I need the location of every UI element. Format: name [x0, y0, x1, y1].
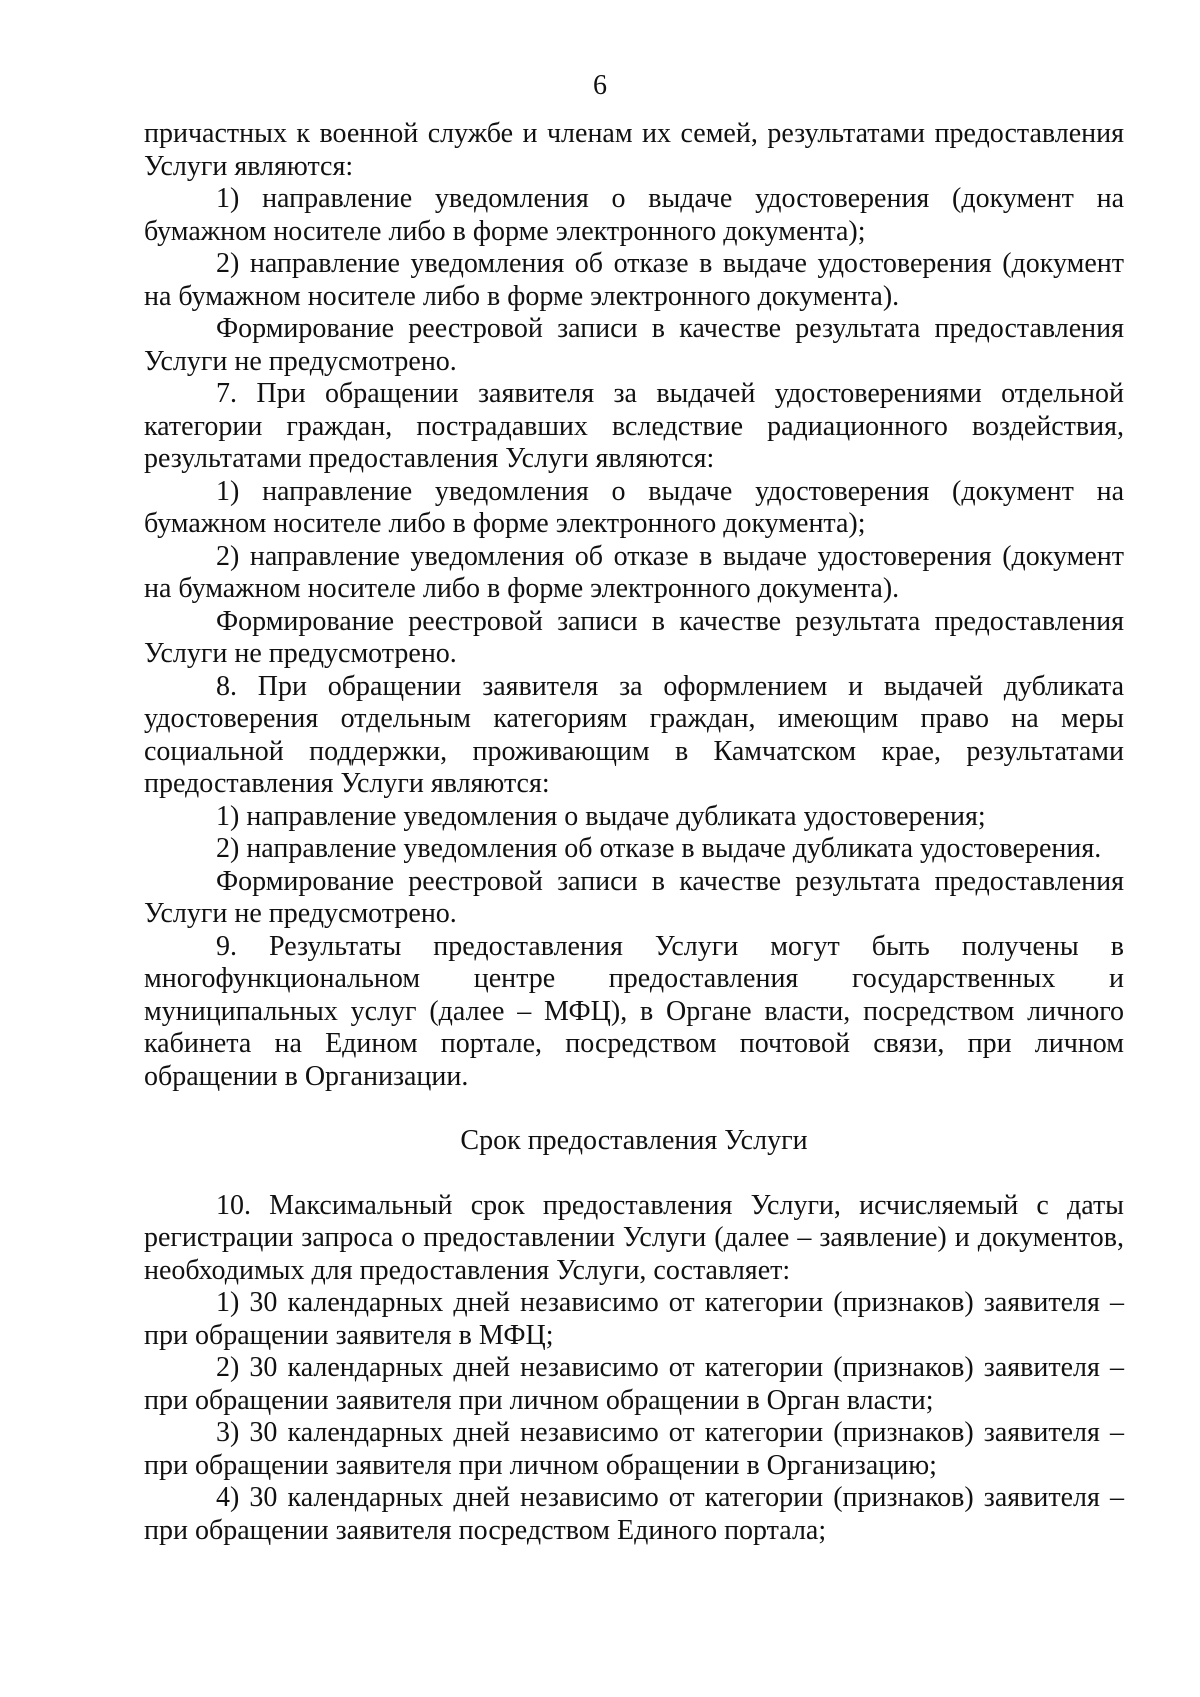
paragraph: 2) направление уведомления об отказе в выдаче удостоверения (документ на бумажном носителе либо в форме электронного документа). [144, 248, 1124, 312]
paragraph: 1) 30 календарных дней независимо от категории (признаков) заявителя – при обращении заявителя в МФЦ; [144, 1287, 1124, 1351]
paragraph: 1) направление уведомления о выдаче дубликата удостоверения; [216, 800, 986, 832]
paragraph: 2) направление уведомления об отказе в выдаче дубликата удостоверения. [216, 833, 1102, 864]
paragraph: 2) направление уведомления об отказе в выдаче удостоверения (документ на бумажном носителе либо в форме электронного документа). [144, 540, 1124, 604]
paragraphs-after-heading [144, 1190, 1124, 1548]
paragraph: 4) 30 календарных дней независимо от категории (признаков) заявителя – при обращении заявителя посредством Единого портала; [144, 1482, 1124, 1546]
paragraph: 3) 30 календарных дней независимо от категории (признаков) заявителя – при обращении заявителя при личном обращении в Организацию; [144, 1417, 1124, 1481]
paragraph: Формирование реестровой записи в качестве результата предоставления Услуги не предусмотрено. [144, 865, 1124, 929]
paragraph: причастных к военной службе и членам их семей, результатами предоставления Услуги являются: [144, 118, 1124, 182]
page-number: 6 [593, 70, 607, 101]
paragraph: 2) 30 календарных дней независимо от категории (признаков) заявителя – при обращении заявителя при личном обращении в Орган власти; [144, 1352, 1124, 1416]
document-body [144, 118, 1124, 1547]
paragraph: 8. При обращении заявителя за оформлением и выдачей дубликата удостоверения отдельным категориям граждан, имеющим право на меры социальной поддержки, проживающим в Камчатском крае, результатами предоставления Услуги являются: [144, 670, 1124, 799]
paragraph: Формирование реестровой записи в качестве результата предоставления Услуги не предусмотрено. [144, 605, 1124, 669]
paragraphs-before-heading [144, 118, 1124, 1093]
paragraph: 9. Результаты предоставления Услуги могут быть получены в многофункциональном центре предоставления государственных и муниципальных услуг (далее – МФЦ), в Органе власти, посредством личного кабинета на Едином портале, посредством почтовой связи, при личном обращении в Организации. [144, 930, 1124, 1092]
paragraph: Формирование реестровой записи в качестве результата предоставления Услуги не предусмотрено. [144, 313, 1124, 377]
paragraph: 1) направление уведомления о выдаче удостоверения (документ на бумажном носителе либо в форме электронного документа); [144, 475, 1124, 539]
paragraph: 7. При обращении заявителя за выдачей удостоверениями отдельной категории граждан, пострадавших вследствие радиационного воздействия, результатами предоставления Услуги являются: [144, 378, 1124, 474]
section-heading: Срок предоставления Услуги [460, 1125, 808, 1156]
paragraph: 10. Максимальный срок предоставления Услуги, исчисляемый с даты регистрации запроса о предоставлении Услуги (далее – заявление) и документов, необходимых для предоставления Услуги, составляет: [144, 1189, 1124, 1286]
paragraph: 1) направление уведомления о выдаче удостоверения (документ на бумажном носителе либо в форме электронного документа); [144, 183, 1124, 247]
